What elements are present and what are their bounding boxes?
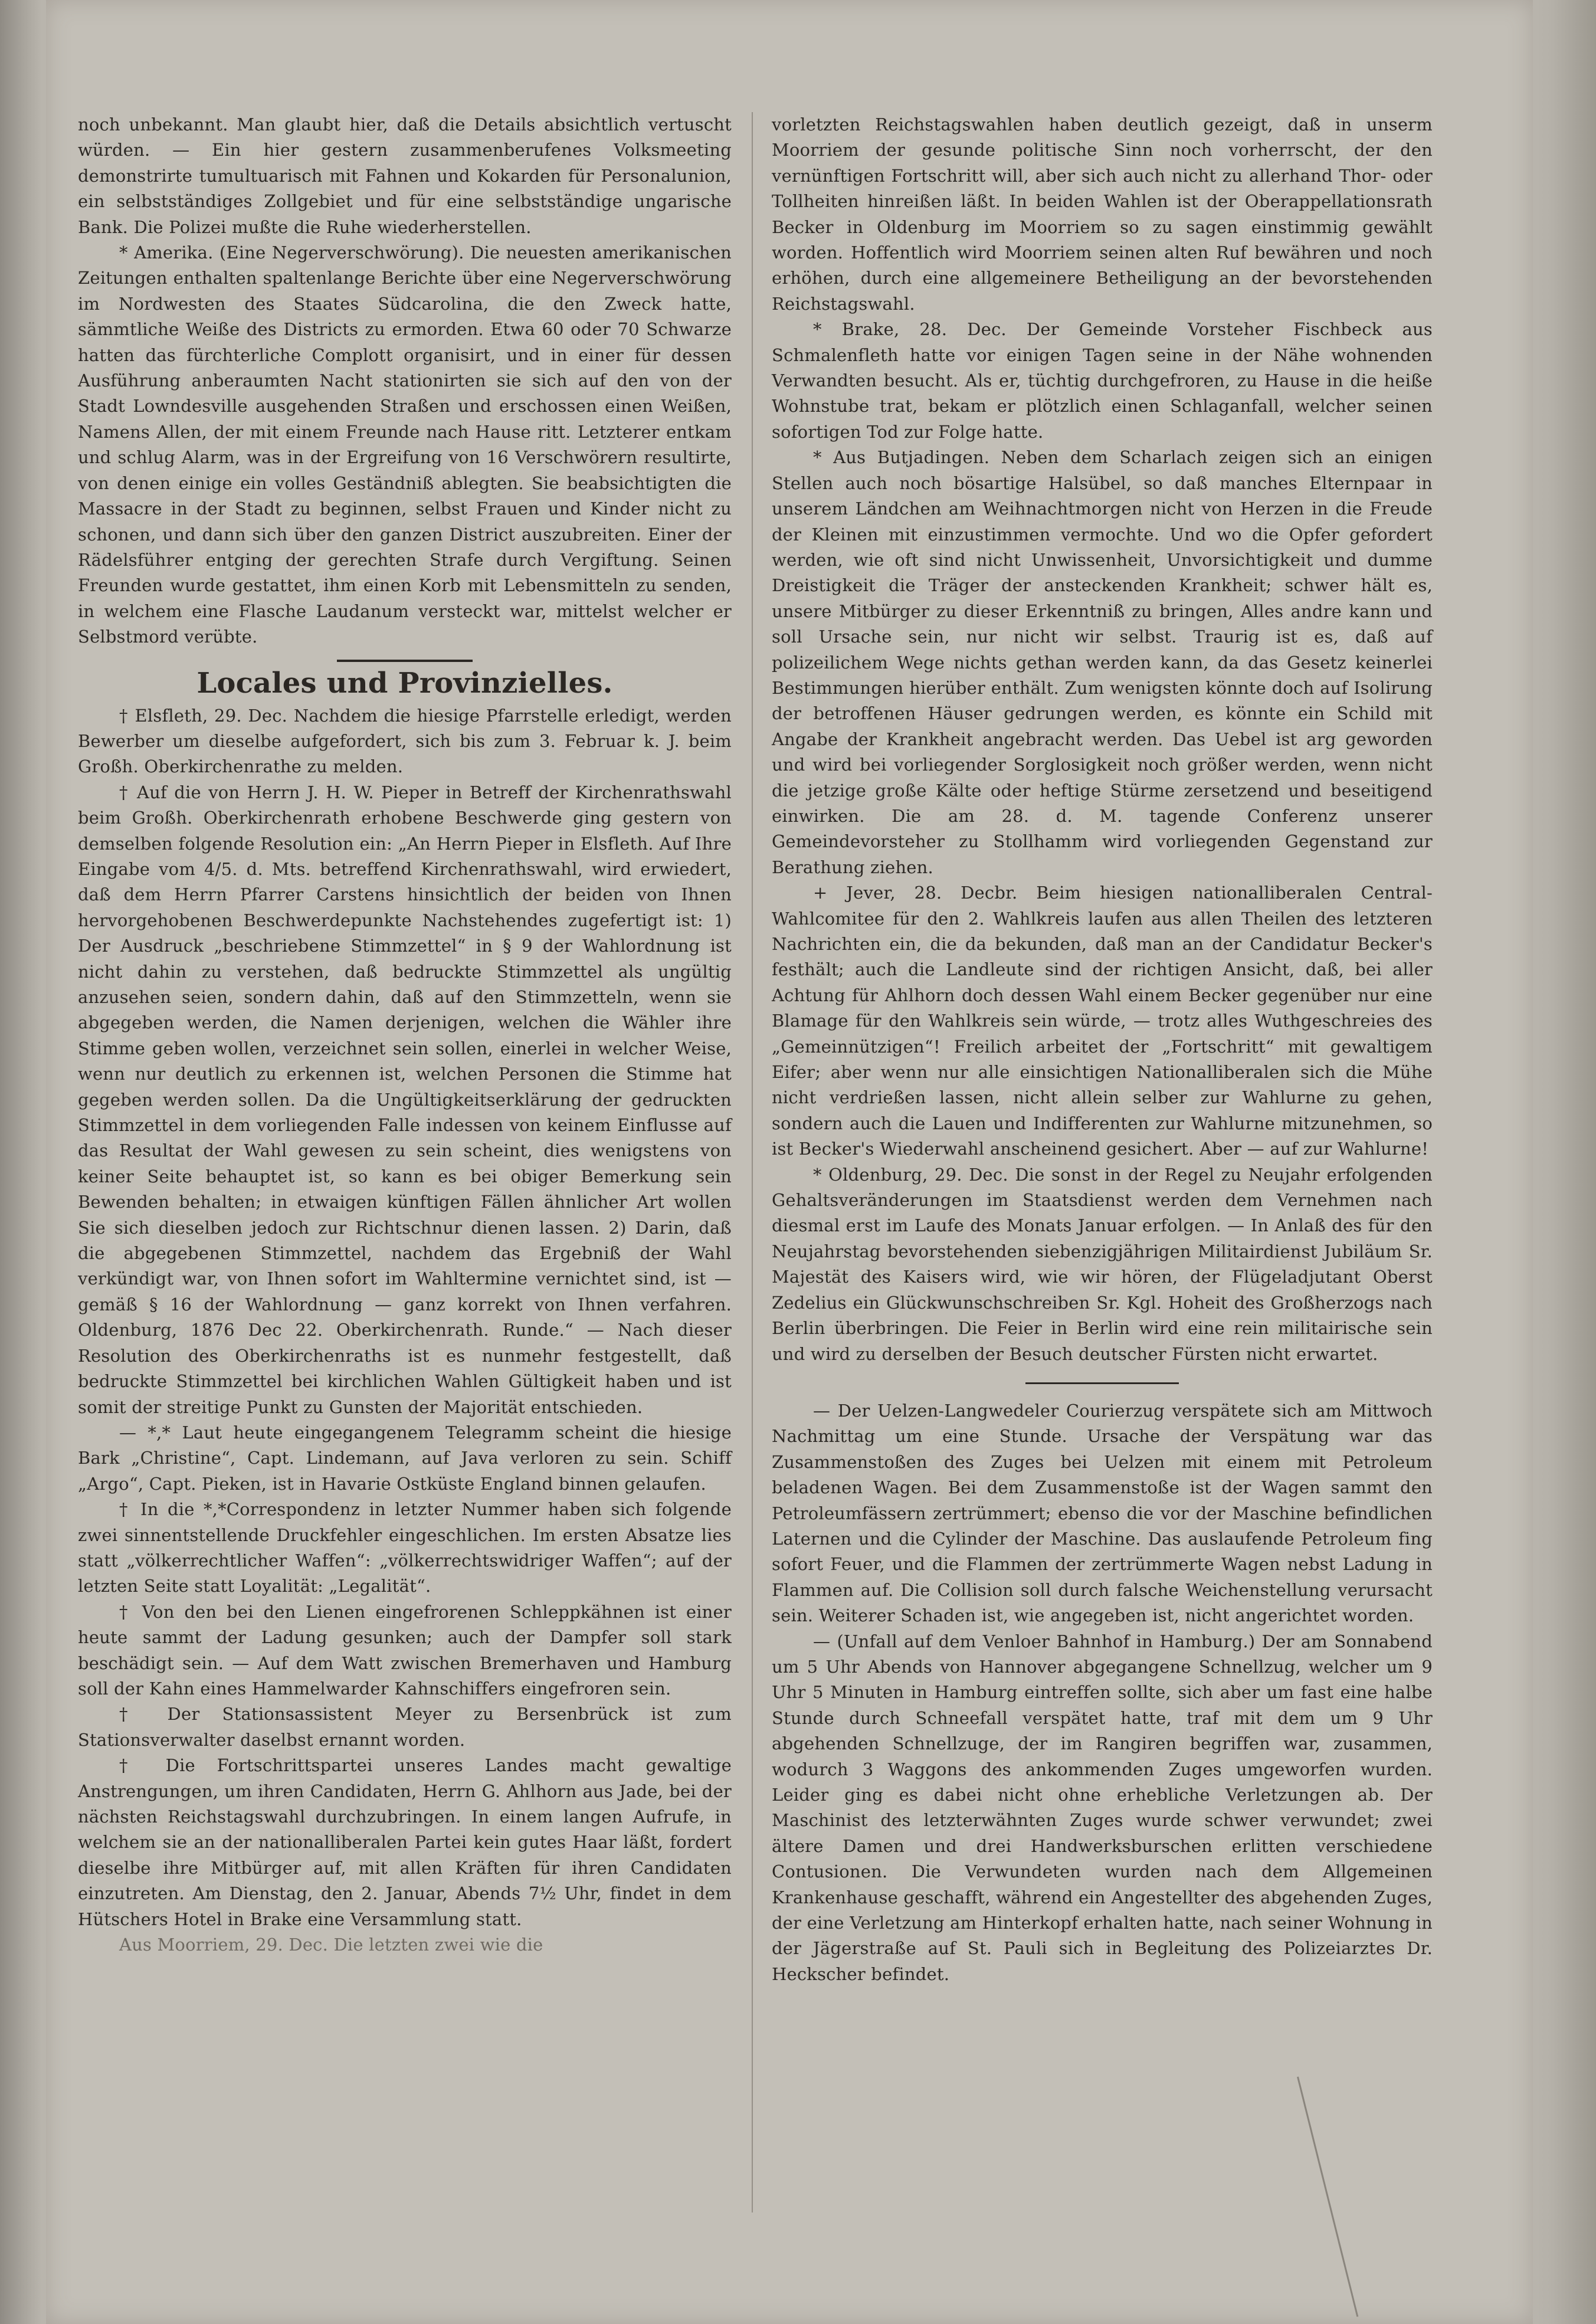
news-item: † Die Fortschrittspartei unseres Landes macht gewaltige Anstrengungen, um ihren Candidaten, Herrn G. Ahlhorn aus Jade, bei der nächsten Reichstagswahl durchzubringen. In einem langen Aufrufe, in welchem sie an der nationalliberalen Partei kein gutes Haar läßt, fordert dieselbe ihre Mitbürger auf, mit allen Kräften für ihren Candidaten einzutreten. Am Dienstag, den 2. Januar, Abends 7½ Uhr, findet in dem Hütschers Hotel in Brake eine Versammlung statt.	[78, 1755, 732, 1929]
news-item: — (Unfall auf dem Venloer Bahnhof in Hamburg.) Der am Sonnabend um 5 Uhr Abends von Hannover abgegangene Schnellzug, welcher um 9 Uhr 5 Minuten in Hamburg eintreffen sollte, sich aber um fast eine halbe Stunde durch Schneefall verspätet hatte, traf mit dem um 9 Uhr abgehenden Schnellzuge, der im Rangiren begriffen war, zusammen, wodurch 3 Waggons des ankommenden Zuges umgeworfen wurden. Leider ging es dabei nicht ohne erhebliche Verletzungen ab. Der Maschinist des letzterwähnten Zuges wurde schwer verwundet; zwei ältere Damen und drei Handwerksburschen erlitten verschiedene Contusionen. Die Verwundeten wurden nach dem Allgemeinen Krankenhause geschafft, während ein Angestellter des abgehenden Zuges, der eine Verletzung am Hinterkopf erhalten hatte, nach seiner Wohnung in der Jägerstraße auf St. Pauli sich in Begleitung des Polizeiarztes Dr. Heckscher befindet.	[772, 1631, 1433, 1984]
scan-left-edge	[0, 0, 41, 2324]
news-item: † Der Stationsassistent Meyer zu Bersenbrück ist zum Stationsverwalter daselbst ernannt worden.	[78, 1704, 732, 1750]
article-paragraph: noch unbekannt. Man glaubt hier, daß die Details absichtlich vertuscht würden. — Ein hier gestern zusammenberufenes Volksmeeting demonstrirte tumultuarisch mit Fahnen und Kokarden für Personalunion, ein selbstständiges Zollgebiet und für eine selbstständige ungarische Bank. Die Polizei mußte die Ruhe wiederherstellen.	[78, 114, 732, 237]
news-item: Aus Moorriem, 29. Dec. Die letzten zwei wie die	[119, 1935, 543, 1955]
article-paragraph: * Amerika. (Eine Negerverschwörung). Die neuesten amerikanischen Zeitungen enthalten spaltenlange Berichte über eine Negerverschwörung im Nordwesten des Staates Südcarolina, die den Zweck hatte, sämmtliche Weiße des Districts zu ermorden. Etwa 60 oder 70 Schwarze hatten das fürchterliche Complott organisirt, und in einer für dessen Ausführung anberaumten Nacht stationirten sie sich auf den von der Stadt Lowndesville ausgehenden Straßen und erschossen einen Weißen, Namens Allen, der mit einem Freunde nach Hause ritt. Letzterer entkam und schlug Alarm, was in der Ergreifung von 16 Verschwörern resultirte, von denen einige ein volles Geständniß ablegten. Sie beabsichtigten die Massacre in der Stadt zu beginnen, selbst Frauen und Kinder nicht zu schonen, und dann sich über den ganzen District auszubreiten. Einer der Rädelsführer entging der gerechten Strafe durch Vergiftung. Seinen Freunden wurde gestattet, ihm einen Korb mit Lebensmitteln zu senden, in welchem eine Flasche Laudanum versteckt war, mittelst welcher er Selbstmord verübte.	[78, 242, 732, 647]
news-item: vorletzten Reichstagswahlen haben deutlich gezeigt, daß in unserm Moorriem der gesunde politische Sinn noch vorherrscht, der den vernünftigen Fortschritt will, aber sich auch nicht zu allerhand Thor- oder Tollheiten hinreißen läßt. In beiden Wahlen ist der Oberappellationsrath Becker in Oldenburg im Moorriem so zu sagen einstimmig gewählt worden. Hoffentlich wird Moorriem seinen alten Ruf bewähren und noch erhöhen, durch eine allgemeinere Betheiligung an der bevorstehenden Reichstagswahl.	[772, 114, 1433, 314]
news-item: † Auf die von Herrn J. H. W. Pieper in Betreff der Kirchenrathswahl beim Großh. Oberkirchenrath erhobene Beschwerde ging gestern von demselben folgende Resolution ein: „An Herrn Pieper in Elsfleth. Auf Ihre Eingabe vom 4/5. d. Mts. betreffend Kirchenrathswahl, wird erwiedert, daß dem Herrn Pfarrer Carstens hinsichtlich der beiden von Ihnen hervorgehobenen Beschwerdepunkte Nachstehendes zugefertigt ist: 1) Der Ausdruck „beschriebene Stimmzettel“ in § 9 der Wahlordnung ist nicht dahin zu verstehen, daß bedruckte Stimmzettel als ungültig anzusehen seien, sondern dahin, daß auf den Stimmzetteln, wenn sie abgegeben werden, die Namen derjenigen, welchen die Wähler ihre Stimme geben wollen, verzeichnet sein sollen, einerlei in welcher Weise, wenn nur deutlich zu erkennen ist, welchen Personen die Stimme hat gegeben werden sollen. Da die Ungültigkeitserklärung der gedruckten Stimmzettel in dem vorliegenden Falle indessen von keinem Einflusse auf das Resultat der Wahl gewesen zu sein scheint, dies wenigstens von keiner Seite behauptet ist, so kann es bei obiger Bemerkung sein Bewenden behalten; in etwaigen künftigen Fällen ähnlicher Art wollen Sie sich dieselben jedoch zur Richtschnur dienen lassen. 2) Darin, daß die abgegebenen Stimmzettel, nachdem das Ergebniß der Wahl verkündigt war, von Ihnen sofort im Wahltermine vernichtet sind, ist — gemäß § 16 der Wahlordnung — ganz korrekt von Ihnen verfahren. Oldenburg, 1876 Dec 22. Oberkirchenrath. Runde.“ — Nach dieser Resolution des Oberkirchenraths ist es nunmehr festgestellt, daß bedruckte Stimmzettel bei kirchlichen Wahlen Gültigkeit haben und ist somit der streitige Punkt zu Gunsten der Majorität entschieden.	[78, 782, 732, 1417]
news-item: — Der Uelzen-Langwedeler Courierzug verspätete sich am Mittwoch Nachmittag um eine Stunde. Ursache der Verspätung war das Zusammenstoßen des Zuges bei Uelzen mit einem mit Petroleum beladenen Wagen. Bei dem Zusammenstoße ist der Wagen sammt den Petroleumfässern zertrümmert; ebenso die vor der Maschine befindlichen Laternen und die Cylinder der Maschine. Das auslaufende Petroleum fing sofort Feuer, und die Flammen der zertrümmerte Wagen nebst Ladung in Flammen auf. Die Collision soll durch falsche Weichenstellung verursacht sein. Weiterer Schaden ist, wie angegeben ist, nicht angerichtet worden.	[772, 1400, 1433, 1626]
news-item: † Elsfleth, 29. Dec. Nachdem die hiesige Pfarrstelle erledigt, werden Bewerber um dieselbe aufgefordert, sich bis zum 3. Februar k. J. beim Großh. Oberkirchenrathe zu melden.	[78, 705, 732, 777]
article-separator	[1025, 1382, 1179, 1384]
section-divider	[337, 660, 473, 662]
right-column	[772, 112, 1433, 1987]
news-item: + Jever, 28. Decbr. Beim hiesigen nationalliberalen Central-Wahlcomitee für den 2. Wahlkreis laufen aus allen Theilen des letzteren Nachrichten ein, die da bekunden, daß man an der Candidatur Becker's festhält; auch die Landleute sind der richtigen Ansicht, daß, bei aller Achtung für Ahlhorn doch dessen Wahl einem Becker gegenüber nur eine Blamage für den Wahlkreis sein würde, — trotz alles Wuthgeschreies des „Gemeinnützigen“! Freilich arbeitet der „Fortschritt“ mit gewaltigem Eifer; aber wenn nur alle einsichtigen Nationalliberalen sich die Mühe nicht verdrießen lassen, nicht allein selber zur Wahlurne zu gehen, sondern auch die Lauen und Indifferenten zur Wahlurne mitzunehmen, so ist Becker's Wiederwahl anscheinend gesichert. Aber — auf zur Wahlurne!	[772, 883, 1433, 1159]
section-title: Locales und Provinzielles.	[196, 666, 613, 700]
left-column	[78, 112, 732, 1958]
news-item: * Brake, 28. Dec. Der Gemeinde Vorsteher Fischbeck aus Schmalenfleth hatte vor einigen Tagen seine in der Nähe wohnenden Verwandten besucht. Als er, tüchtig durchgefroren, zu Hause in die heiße Wohnstube trat, bekam er plötzlich einen Schlaganfall, welcher seinen sofortigen Tod zur Folge hatte.	[772, 319, 1433, 442]
scan-right-edge	[1531, 0, 1596, 2324]
news-item: * Aus Butjadingen. Neben dem Scharlach zeigen sich an einigen Stellen auch noch bösartige Halsübel, so daß manches Elternpaar in unserem Ländchen am Weihnachtmorgen nicht von Herzen in die Freude der Kleinen mit einzustimmen vermochte. Und wo die Opfer gefordert werden, wie oft sind nicht Unwissenheit, Unvorsichtigkeit und dumme Dreistigkeit die Träger der ansteckenden Krankheit; schwer hält es, unsere Mitbürger zu dieser Erkenntniß zu bringen, Alles andre kann und soll Ursache sein, nur nicht wir selbst. Traurig ist es, daß auf polizeilichem Wege nichts gethan werden kann, da das Gesetz keinerlei Bestimmungen hierüber enthält. Zum wenigsten könnte doch auf Isolirung der betroffenen Häuser gedrungen werden, es könnte ein Schild mit Angabe der Krankheit angebracht werden. Das Uebel ist arg geworden und wird bei vorliegender Sorglosigkeit noch größer werden, wenn nicht die jetzige große Kälte oder heftige Stürme zersetzend und beseitigend einwirken. Die am 28. d. M. tagende Conferenz unserer Gemeindevorsteher zu Stollhamm wird vorliegenden Gegenstand zur Berathung ziehen.	[772, 447, 1433, 877]
column-divider	[752, 112, 753, 2212]
news-item: * Oldenburg, 29. Dec. Die sonst in der Regel zu Neujahr erfolgenden Gehaltsveränderungen im Staatsdienst werden dem Vernehmen nach diesmal erst im Laufe des Monats Januar erfolgen. — In Anlaß des für den Neujahrstag bevorstehenden siebenzigjährigen Militairdienst Jubiläum Sr. Majestät des Kaisers wird, wie wir hören, der Flügeladjutant Oberst Zedelius ein Glückwunschschreiben Sr. Kgl. Hoheit des Großherzogs nach Berlin überbringen. Die Feier in Berlin wird eine rein militairische sein und wird zu derselben der Besuch deutscher Fürsten nicht erwartet.	[772, 1164, 1433, 1364]
news-item: † Von den bei den Lienen eingefrorenen Schleppkähnen ist einer heute sammt der Ladung gesunken; auch der Dampfer soll stark beschädigt sein. — Auf dem Watt zwischen Bremerhaven und Hamburg soll der Kahn eines Hammelwarder Kahnschiffers eingefroren sein.	[78, 1601, 732, 1699]
paper-tear	[1297, 2077, 1358, 2317]
news-item: — *,* Laut heute eingegangenem Telegramm scheint die hiesige Bark „Christine“, Capt. Lindemann, auf Java verloren zu sein. Schiff „Argo“, Capt. Pieken, ist in Havarie Ostküste England binnen gelaufen.	[78, 1422, 732, 1494]
newspaper-page	[46, 0, 1533, 2324]
news-item: † In die *,*Correspondenz in letzter Nummer haben sich folgende zwei sinnentstellende Druckfehler eingeschlichen. Im ersten Absatze lies statt „völkerrechtlicher Waffen“: „völkerrechtswidriger Waffen“; auf der letzten Seite statt Loyalität: „Legalität“.	[78, 1499, 732, 1597]
